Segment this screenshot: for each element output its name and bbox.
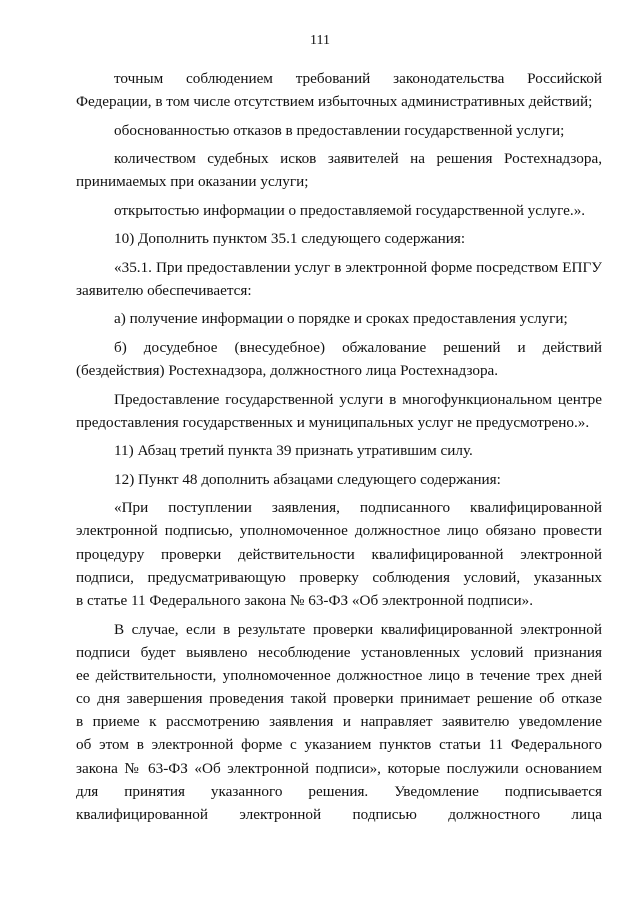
text-line: для принятия указанного решения. Уведомление подписывается	[76, 782, 602, 800]
text-line: «При поступлении заявления, подписанного квалифицированной	[114, 499, 602, 517]
text-line: 12) Пункт 48 дополнить абзацами следующего содержания:	[114, 470, 501, 488]
text-line: об этом в электронной форме с указанием пунктов статьи 11 Федерального	[76, 736, 602, 754]
text-line: принимаемых при оказании услуги;	[76, 173, 309, 191]
text-line: ее действительности, уполномоченное должностное лицо в течение трех дней	[76, 666, 602, 684]
text-line: квалифицированной электронной подписью должностного лица	[76, 806, 602, 823]
text-line: (бездействия) Ростехнадзора, должностного лица Ростехнадзора.	[76, 362, 499, 380]
text-line: точным соблюдением требований законодательства Российской	[114, 70, 602, 87]
text-line: обоснованностью отказов в предоставлении государственной услуги;	[114, 121, 565, 139]
text-line: электронной подписью, уполномоченное должностное лицо обязано провести	[76, 522, 602, 540]
text-line: количеством судебных исков заявителей на решения Ростехнадзора,	[114, 150, 602, 168]
text-line: В случае, если в результате проверки квалифицированной электронной	[114, 620, 602, 638]
text-line: б) досудебное (внесудебное) обжалование решений и действий	[114, 338, 602, 356]
text-line: в статье 11 Федерального закона № 63-ФЗ «Об электронной подписи».	[76, 592, 534, 610]
text-line: предоставления государственных и муниципальных услуг не предусмотрено.».	[76, 413, 590, 431]
text-line: «35.1. При предоставлении услуг в электронной форме посредством ЕПГУ	[114, 258, 602, 276]
text-line: открытостью информации о предоставляемой государственной услуге.».	[114, 201, 586, 219]
text-line: Предоставление государственной услуги в многофункциональном центре	[114, 390, 602, 408]
text-line: 10) Дополнить пунктом 35.1 следующего содержания:	[114, 230, 466, 248]
text-line: Федерации, в том числе отсутствием избыточных административных действий;	[76, 93, 593, 111]
text-line: подписи будет выявлено несоблюдение установленных условий признания	[76, 643, 602, 661]
page-number: 111	[310, 33, 330, 48]
text-line: 11) Абзац третий пункта 39 признать утратившим силу.	[114, 442, 473, 460]
text-line: процедуру проверки действительности квалифицированной электронной	[76, 545, 602, 563]
text-line: а) получение информации о порядке и сроках предоставления услуги;	[114, 310, 568, 328]
text-line: заявителю обеспечивается:	[76, 281, 252, 299]
text-line: со дня завершения проведения такой проверки принимает решение об отказе	[76, 690, 602, 708]
text-line: закона № 63-ФЗ «Об электронной подписи», которые послужили основанием	[76, 759, 602, 777]
document-body	[76, 67, 602, 826]
text-line: подписи, предусматривающую проверку соблюдения условий, указанных	[76, 568, 602, 586]
text-line: в приеме к рассмотрению заявления и направляет заявителю уведомление	[76, 713, 602, 731]
